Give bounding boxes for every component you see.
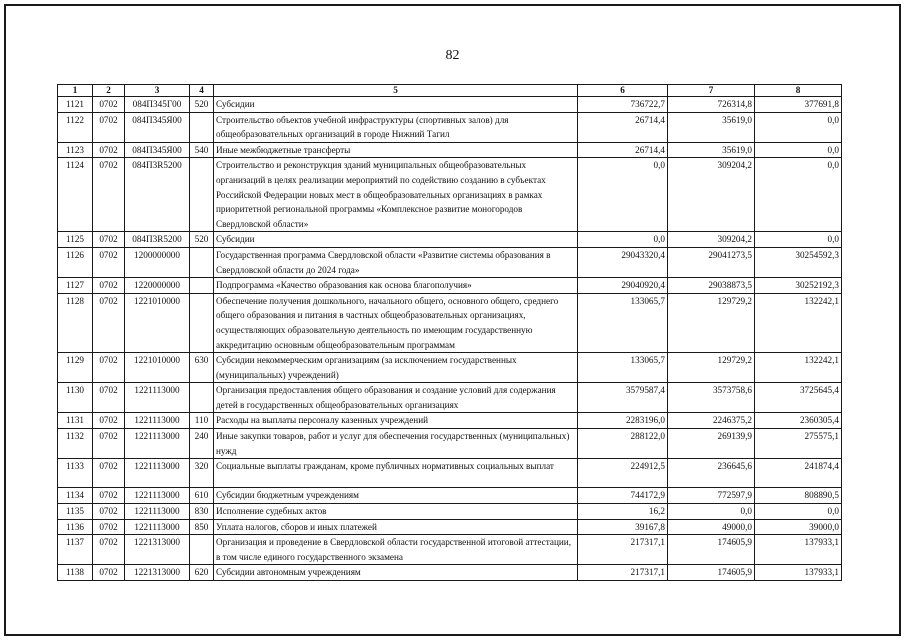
- section-code-cell: 0702: [93, 158, 125, 232]
- section-code-cell: 0702: [93, 247, 125, 277]
- amount-col6-cell: 744172,9: [578, 488, 668, 504]
- description-cell: Иные закупки товаров, работ и услуг для обеспечения государственных (муниципальных) нужд: [214, 429, 578, 459]
- row-number-cell: 1124: [58, 158, 93, 232]
- amount-col7-cell: 174605,9: [668, 565, 755, 581]
- budget-table: [57, 84, 842, 581]
- amount-col8-cell: 3725645,4: [755, 383, 842, 413]
- amount-col7-cell: 0,0: [668, 504, 755, 520]
- section-code-cell: 0702: [93, 278, 125, 294]
- amount-col8-cell: 0,0: [755, 142, 842, 158]
- amount-col8-cell: 137933,1: [755, 565, 842, 581]
- target-article-cell: 1221113000: [125, 504, 190, 520]
- amount-col6-cell: 2283196,0: [578, 413, 668, 429]
- amount-col8-cell: 30254592,3: [755, 247, 842, 277]
- table-row: [58, 112, 842, 142]
- row-number-cell: 1132: [58, 429, 93, 459]
- row-number-cell: 1123: [58, 142, 93, 158]
- table-row: [58, 383, 842, 413]
- expense-type-cell: [190, 112, 214, 142]
- row-number-cell: 1130: [58, 383, 93, 413]
- amount-col6-cell: 736722,7: [578, 97, 668, 113]
- amount-col8-cell: 39000,0: [755, 519, 842, 535]
- target-article-cell: 1221113000: [125, 383, 190, 413]
- amount-col8-cell: 132242,1: [755, 293, 842, 352]
- amount-col7-cell: 29038873,5: [668, 278, 755, 294]
- expense-type-cell: 540: [190, 142, 214, 158]
- amount-col7-cell: 29041273,5: [668, 247, 755, 277]
- description-cell: Организация предоставления общего образования и создание условий для содержания детей в государственных общеобразовательных организациях: [214, 383, 578, 413]
- amount-col7-cell: 35619,0: [668, 112, 755, 142]
- description-cell: Государственная программа Свердловской области «Развитие системы образования в Свердловской области до 2024 года»: [214, 247, 578, 277]
- table-row: [58, 232, 842, 248]
- amount-col7-cell: 726314,8: [668, 97, 755, 113]
- expense-type-cell: 830: [190, 504, 214, 520]
- header-cell: 4: [190, 85, 214, 97]
- target-article-cell: 1221010000: [125, 293, 190, 352]
- table-row: [58, 535, 842, 565]
- table-row: [58, 504, 842, 520]
- amount-col8-cell: 0,0: [755, 232, 842, 248]
- expense-type-cell: 320: [190, 459, 214, 488]
- description-cell: Обеспечение получения дошкольного, начального общего, основного общего, среднего общего образования и питания в частных общеобразовательных организациях, осуществляющих образовательную деятельность по имеющим государственную аккредитацию основным общеобразовательным программам: [214, 293, 578, 352]
- description-cell: Субсидии автономным учреждениям: [214, 565, 578, 581]
- amount-col6-cell: 288122,0: [578, 429, 668, 459]
- section-code-cell: 0702: [93, 383, 125, 413]
- page-number: 82: [445, 48, 460, 63]
- section-code-cell: 0702: [93, 519, 125, 535]
- amount-col8-cell: 137933,1: [755, 535, 842, 565]
- expense-type-cell: 110: [190, 413, 214, 429]
- description-cell: Субсидии: [214, 97, 578, 113]
- header-cell: 2: [93, 85, 125, 97]
- amount-col6-cell: 0,0: [578, 158, 668, 232]
- expense-type-cell: [190, 158, 214, 232]
- expense-type-cell: 850: [190, 519, 214, 535]
- target-article-cell: 1200000000: [125, 247, 190, 277]
- amount-col8-cell: 0,0: [755, 158, 842, 232]
- section-code-cell: 0702: [93, 535, 125, 565]
- row-number-cell: 1127: [58, 278, 93, 294]
- target-article-cell: 1221113000: [125, 519, 190, 535]
- description-cell: Подпрограмма «Качество образования как основа благополучия»: [214, 278, 578, 294]
- amount-col7-cell: 129729,2: [668, 353, 755, 383]
- amount-col6-cell: 217317,1: [578, 535, 668, 565]
- amount-col8-cell: 241874,4: [755, 459, 842, 488]
- expense-type-cell: [190, 383, 214, 413]
- section-code-cell: 0702: [93, 112, 125, 142]
- row-number-cell: 1134: [58, 488, 93, 504]
- row-number-cell: 1137: [58, 535, 93, 565]
- description-cell: Социальные выплаты гражданам, кроме публичных нормативных социальных выплат: [214, 459, 578, 488]
- amount-col6-cell: 224912,5: [578, 459, 668, 488]
- target-article-cell: 1221010000: [125, 353, 190, 383]
- table-row: [58, 97, 842, 113]
- amount-col8-cell: 2360305,4: [755, 413, 842, 429]
- row-number-cell: 1129: [58, 353, 93, 383]
- target-article-cell: 1220000000: [125, 278, 190, 294]
- target-article-cell: 084П345Я00: [125, 142, 190, 158]
- expense-type-cell: 620: [190, 565, 214, 581]
- header-cell: 5: [214, 85, 578, 97]
- section-code-cell: 0702: [93, 293, 125, 352]
- expense-type-cell: [190, 278, 214, 294]
- header-cell: 6: [578, 85, 668, 97]
- section-code-cell: 0702: [93, 429, 125, 459]
- section-code-cell: 0702: [93, 353, 125, 383]
- row-number-cell: 1122: [58, 112, 93, 142]
- amount-col7-cell: 35619,0: [668, 142, 755, 158]
- expense-type-cell: 520: [190, 232, 214, 248]
- amount-col6-cell: 133065,7: [578, 293, 668, 352]
- amount-col8-cell: 808890,5: [755, 488, 842, 504]
- table-row: [58, 519, 842, 535]
- description-cell: Уплата налогов, сборов и иных платежей: [214, 519, 578, 535]
- row-number-cell: 1136: [58, 519, 93, 535]
- target-article-cell: 1221113000: [125, 459, 190, 488]
- amount-col7-cell: 309204,2: [668, 158, 755, 232]
- amount-col8-cell: 275575,1: [755, 429, 842, 459]
- target-article-cell: 084П345Я00: [125, 112, 190, 142]
- amount-col6-cell: 26714,4: [578, 112, 668, 142]
- table-row: [58, 459, 842, 488]
- description-cell: Расходы на выплаты персоналу казенных учреждений: [214, 413, 578, 429]
- expense-type-cell: 520: [190, 97, 214, 113]
- section-code-cell: 0702: [93, 488, 125, 504]
- row-number-cell: 1133: [58, 459, 93, 488]
- table-row: [58, 293, 842, 352]
- table-row: [58, 565, 842, 581]
- target-article-cell: 1221313000: [125, 565, 190, 581]
- amount-col7-cell: 174605,9: [668, 535, 755, 565]
- amount-col6-cell: 133065,7: [578, 353, 668, 383]
- description-cell: Исполнение судебных актов: [214, 504, 578, 520]
- table-row: [58, 413, 842, 429]
- table-body: [58, 97, 842, 581]
- amount-col6-cell: 29040920,4: [578, 278, 668, 294]
- target-article-cell: 1221113000: [125, 488, 190, 504]
- amount-col6-cell: 0,0: [578, 232, 668, 248]
- description-cell: Иные межбюджетные трансферты: [214, 142, 578, 158]
- amount-col8-cell: 0,0: [755, 504, 842, 520]
- description-cell: Строительство и реконструкция зданий муниципальных общеобразовательных организаций в целях реализации мероприятий по содействию созданию в субъектах Российской Федерации новых мест в общеобразовательных организациях в рамках приоритетной региональной программы «Комплексное развитие моногородов Свердловской области»: [214, 158, 578, 232]
- target-article-cell: 084П345Г00: [125, 97, 190, 113]
- table-row: [58, 247, 842, 277]
- row-number-cell: 1131: [58, 413, 93, 429]
- section-code-cell: 0702: [93, 97, 125, 113]
- header-cell: 1: [58, 85, 93, 97]
- expense-type-cell: [190, 535, 214, 565]
- table-row: [58, 353, 842, 383]
- row-number-cell: 1125: [58, 232, 93, 248]
- amount-col7-cell: 236645,6: [668, 459, 755, 488]
- section-code-cell: 0702: [93, 565, 125, 581]
- row-number-cell: 1121: [58, 97, 93, 113]
- row-number-cell: 1138: [58, 565, 93, 581]
- section-code-cell: 0702: [93, 413, 125, 429]
- table-row: [58, 158, 842, 232]
- table-header-row: [58, 85, 842, 97]
- amount-col8-cell: 30252192,3: [755, 278, 842, 294]
- amount-col7-cell: 2246375,2: [668, 413, 755, 429]
- expense-type-cell: 610: [190, 488, 214, 504]
- description-cell: Строительство объектов учебной инфраструктуры (спортивных залов) для общеобразовательных организаций в городе Нижний Тагил: [214, 112, 578, 142]
- table-row: [58, 429, 842, 459]
- amount-col6-cell: 16,2: [578, 504, 668, 520]
- expense-type-cell: 630: [190, 353, 214, 383]
- table-row: [58, 488, 842, 504]
- header-cell: 3: [125, 85, 190, 97]
- section-code-cell: 0702: [93, 142, 125, 158]
- row-number-cell: 1126: [58, 247, 93, 277]
- amount-col6-cell: 3579587,4: [578, 383, 668, 413]
- expense-type-cell: [190, 293, 214, 352]
- amount-col7-cell: 309204,2: [668, 232, 755, 248]
- amount-col7-cell: 129729,2: [668, 293, 755, 352]
- amount-col7-cell: 269139,9: [668, 429, 755, 459]
- section-code-cell: 0702: [93, 459, 125, 488]
- section-code-cell: 0702: [93, 232, 125, 248]
- amount-col6-cell: 39167,8: [578, 519, 668, 535]
- expense-type-cell: [190, 247, 214, 277]
- target-article-cell: 1221113000: [125, 413, 190, 429]
- target-article-cell: 084П3R5200: [125, 158, 190, 232]
- description-cell: Субсидии: [214, 232, 578, 248]
- amount-col6-cell: 29043320,4: [578, 247, 668, 277]
- row-number-cell: 1128: [58, 293, 93, 352]
- description-cell: Организация и проведение в Свердловской области государственной итоговой аттестации, в том числе единого государственного экзамена: [214, 535, 578, 565]
- section-code-cell: 0702: [93, 504, 125, 520]
- amount-col6-cell: 26714,4: [578, 142, 668, 158]
- amount-col7-cell: 772597,9: [668, 488, 755, 504]
- amount-col8-cell: 377691,8: [755, 97, 842, 113]
- amount-col8-cell: 0,0: [755, 112, 842, 142]
- expense-type-cell: 240: [190, 429, 214, 459]
- header-cell: 7: [668, 85, 755, 97]
- amount-col6-cell: 217317,1: [578, 565, 668, 581]
- table-row: [58, 142, 842, 158]
- amount-col8-cell: 132242,1: [755, 353, 842, 383]
- amount-col7-cell: 49000,0: [668, 519, 755, 535]
- header-cell: 8: [755, 85, 842, 97]
- target-article-cell: 1221113000: [125, 429, 190, 459]
- description-cell: Субсидии бюджетным учреждениям: [214, 488, 578, 504]
- description-cell: Субсидии некоммерческим организациям (за исключением государственных (муниципальных) учреждений): [214, 353, 578, 383]
- row-number-cell: 1135: [58, 504, 93, 520]
- target-article-cell: 084П3R5200: [125, 232, 190, 248]
- target-article-cell: 1221313000: [125, 535, 190, 565]
- amount-col7-cell: 3573758,6: [668, 383, 755, 413]
- table-row: [58, 278, 842, 294]
